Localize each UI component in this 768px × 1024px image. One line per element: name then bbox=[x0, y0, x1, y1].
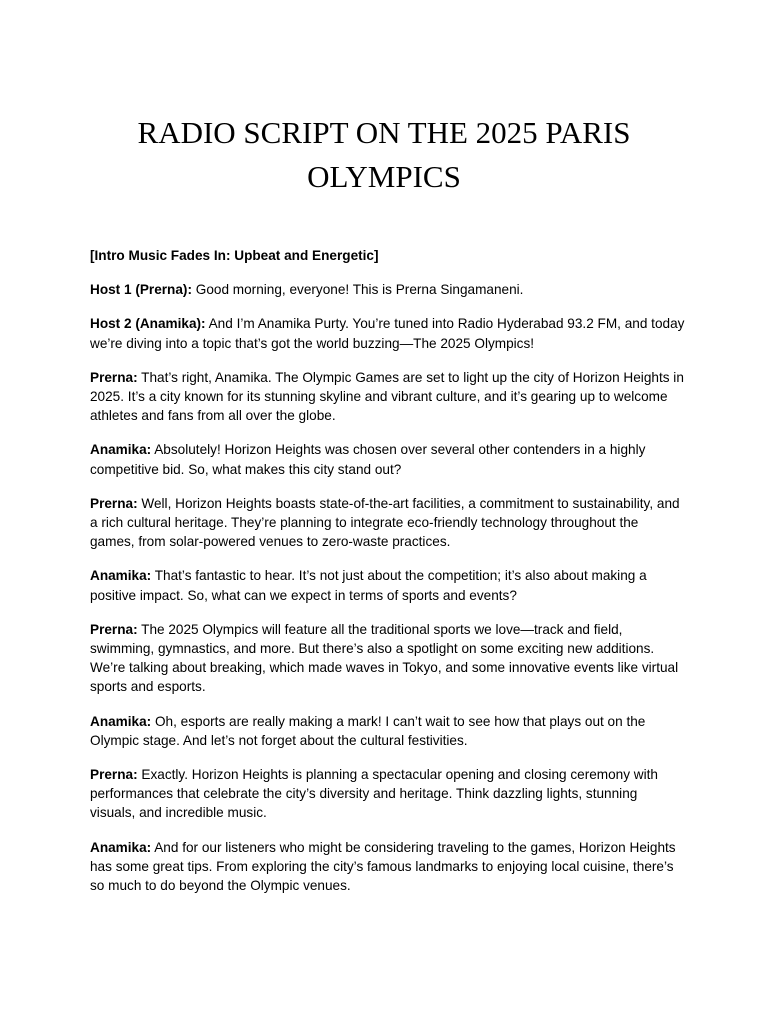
script-line bbox=[90, 280, 686, 299]
line-text: That’s right, Anamika. The Olympic Games are set to light up the city of Horizon Heights in 2025. It’s a city known for its stunning skyline and vibrant culture, and it’s gearing up to welcome athletes and fans from all over the globe. bbox=[90, 369, 684, 424]
speaker-label: Host 2 (Anamika): bbox=[90, 316, 206, 332]
line-text: That’s fantastic to hear. It’s not just about the competition; it’s also about making a positive impact. So, what can we expect in terms of sports and events? bbox=[90, 568, 647, 603]
line-text: Good morning, everyone! This is Prerna Singamaneni. bbox=[195, 282, 524, 298]
page-title: RADIO SCRIPT ON THE 2025 PARIS OLYMPICS bbox=[137, 115, 631, 194]
speaker-label: Anamika: bbox=[90, 568, 152, 584]
script-line bbox=[90, 620, 686, 697]
speaker-label: Prerna: bbox=[90, 621, 138, 637]
speaker-label: Anamika: bbox=[90, 713, 152, 729]
script-line bbox=[90, 566, 686, 604]
speaker-label: Anamika: bbox=[90, 839, 152, 855]
line-text: Well, Horizon Heights boasts state-of-the-art facilities, a commitment to sustainability, and a rich cultural heritage. They’re planning to integrate eco-friendly technology throughout the games, from solar-powered venues to zero-waste practices. bbox=[90, 495, 680, 550]
intro-cue: [Intro Music Fades In: Upbeat and Energetic] bbox=[90, 248, 379, 263]
script-line bbox=[90, 440, 686, 478]
line-text: Exactly. Horizon Heights is planning a spectacular opening and closing ceremony with performances that celebrate the city’s diversity and heritage. Think dazzling lights, stunning visuals, and incredible music. bbox=[90, 767, 658, 821]
speaker-label: Anamika: bbox=[90, 442, 152, 458]
script-line bbox=[90, 838, 686, 896]
speaker-label: Host 1 (Prerna): bbox=[90, 282, 192, 298]
line-text: And I’m Anamika Purty. You’re tuned into Radio Hyderabad 93.2 FM, and today we’re diving into a topic that’s got the world buzzing—The 2025 Olympics! bbox=[90, 316, 685, 351]
script-line bbox=[90, 494, 686, 552]
script-line bbox=[90, 765, 686, 823]
speaker-label: Prerna: bbox=[90, 767, 138, 783]
script-line bbox=[90, 368, 686, 426]
line-text: The 2025 Olympics will feature all the traditional sports we love—track and field, swimming, gymnastics, and more. But there’s also a spotlight on some exciting new additions. We’re talking about breaking, which made waves in Tokyo, and some innovative events like virtual sports and esports. bbox=[90, 621, 679, 695]
script-line bbox=[90, 712, 686, 750]
line-text: Oh, esports are really making a mark! I can’t wait to see how that plays out on the Olympic stage. And let’s not forget about the cultural festivities. bbox=[90, 713, 646, 748]
speaker-label: Prerna: bbox=[90, 369, 138, 385]
line-text: Absolutely! Horizon Heights was chosen over several other contenders in a highly competitive bid. So, what makes this city stand out? bbox=[90, 442, 646, 477]
line-text: And for our listeners who might be considering traveling to the games, Horizon Heights has some great tips. From exploring the city’s famous landmarks to enjoying local cuisine, there’s so much to do beyond the Olympic venues. bbox=[90, 839, 676, 894]
script-body bbox=[90, 246, 686, 910]
script-line bbox=[90, 314, 686, 352]
speaker-label: Prerna: bbox=[90, 495, 138, 511]
